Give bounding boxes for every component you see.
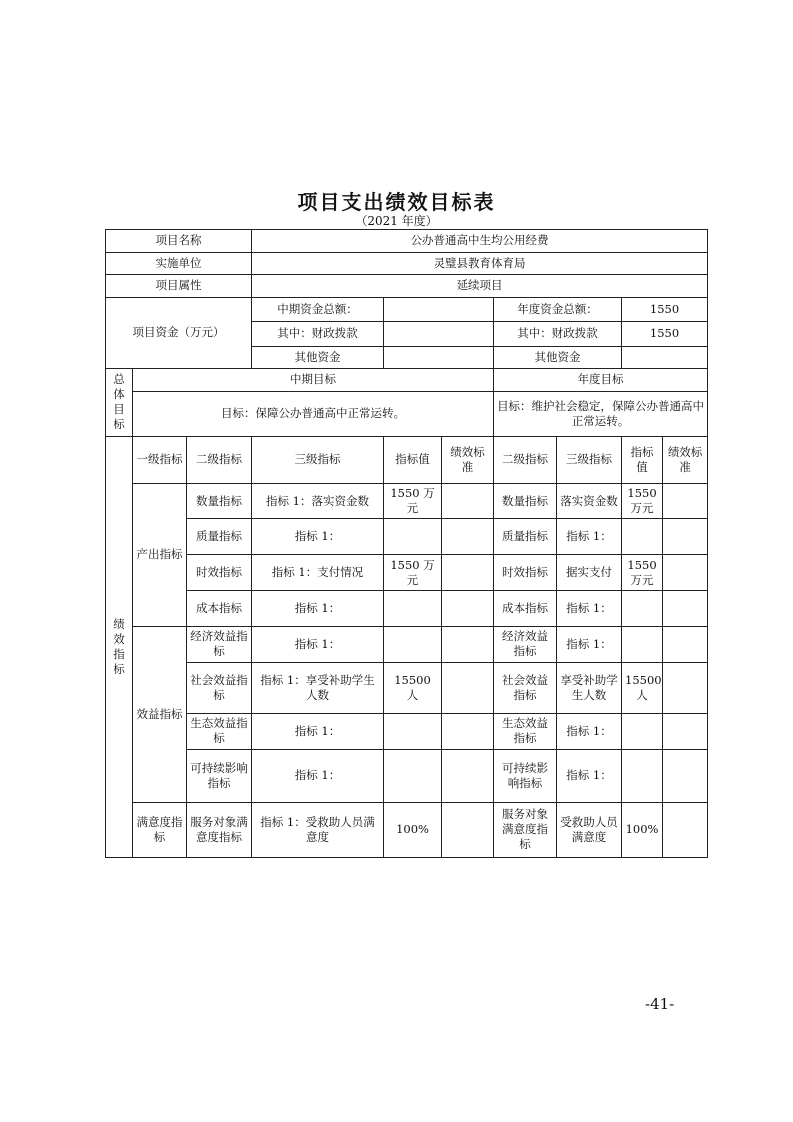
level3-cell: 指标 1： bbox=[252, 519, 384, 555]
level2-cell: 社会效益指标 bbox=[187, 662, 252, 713]
funds-label: 项目资金（万元） bbox=[106, 297, 252, 369]
year-level3-cell: 落实资金数 bbox=[557, 483, 622, 519]
table-row bbox=[106, 713, 708, 749]
level3-cell: 指标 1： bbox=[252, 749, 384, 802]
level2-cell: 质量指标 bbox=[187, 519, 252, 555]
standard-cell bbox=[442, 519, 494, 555]
year-standard-cell bbox=[663, 749, 708, 802]
level3-cell: 指标 1： bbox=[252, 591, 384, 627]
year-total-label: 年度资金总额： bbox=[494, 297, 622, 322]
year-level3-cell: 指标 1： bbox=[557, 519, 622, 555]
table-row bbox=[106, 591, 708, 627]
value-cell: 15500 人 bbox=[384, 662, 442, 713]
year-standard-cell bbox=[663, 483, 708, 519]
standard-cell bbox=[442, 749, 494, 802]
header-level1: 一级指标 bbox=[133, 436, 187, 483]
header-year-level2: 二级指标 bbox=[494, 436, 557, 483]
header-year-standard: 绩效标准 bbox=[663, 436, 708, 483]
year-standard-cell bbox=[663, 626, 708, 662]
year-level2-cell: 成本指标 bbox=[494, 591, 557, 627]
level2-cell: 可持续影响指标 bbox=[187, 749, 252, 802]
year-level2-cell: 时效指标 bbox=[494, 555, 557, 591]
level2-cell: 数量指标 bbox=[187, 483, 252, 519]
mid-goal-text: 目标：保障公办普通高中正常运转。 bbox=[133, 391, 494, 436]
year-level3-cell: 指标 1： bbox=[557, 626, 622, 662]
year-standard-cell bbox=[663, 555, 708, 591]
table-row bbox=[106, 802, 708, 857]
level3-cell: 指标 1： bbox=[252, 626, 384, 662]
year-level3-cell: 指标 1： bbox=[557, 713, 622, 749]
header-value: 指标值 bbox=[384, 436, 442, 483]
standard-cell bbox=[442, 591, 494, 627]
standard-cell bbox=[442, 802, 494, 857]
year-level3-cell: 指标 1： bbox=[557, 591, 622, 627]
table-row bbox=[106, 483, 708, 519]
performance-target-table bbox=[105, 229, 708, 858]
year-value-cell: 1550 万元 bbox=[622, 555, 663, 591]
year-level2-cell: 质量指标 bbox=[494, 519, 557, 555]
project-name-value: 公办普通高中生均公用经费 bbox=[252, 230, 708, 253]
year-value-cell bbox=[622, 713, 663, 749]
year-value-cell: 100% bbox=[622, 802, 663, 857]
standard-cell bbox=[442, 555, 494, 591]
group-output-label: 产出指标 bbox=[133, 483, 187, 626]
level2-cell: 服务对象满意度指标 bbox=[187, 802, 252, 857]
year-goal-text: 目标：维护社会稳定，保障公办普通高中正常运转。 bbox=[494, 391, 708, 436]
mid-fiscal-value bbox=[384, 322, 494, 347]
overall-goal-label: 总体目标 bbox=[106, 369, 133, 437]
year-other-label: 其他资金 bbox=[494, 346, 622, 369]
level3-cell: 指标 1：受救助人员满意度 bbox=[252, 802, 384, 857]
mid-other-value bbox=[384, 346, 494, 369]
standard-cell bbox=[442, 626, 494, 662]
row-indicator-headers bbox=[106, 436, 708, 483]
header-year-value: 指标值 bbox=[622, 436, 663, 483]
value-cell bbox=[384, 519, 442, 555]
level2-cell: 经济效益指标 bbox=[187, 626, 252, 662]
year-level2-cell: 经济效益指标 bbox=[494, 626, 557, 662]
attribute-value: 延续项目 bbox=[252, 275, 708, 298]
year-standard-cell bbox=[663, 591, 708, 627]
year-standard-cell bbox=[663, 713, 708, 749]
mid-fiscal-label: 其中：财政拨款 bbox=[252, 322, 384, 347]
year-value-cell bbox=[622, 626, 663, 662]
year-level3-cell: 受救助人员满意度 bbox=[557, 802, 622, 857]
year-value-cell: 1550 万元 bbox=[622, 483, 663, 519]
year-level2-cell: 数量指标 bbox=[494, 483, 557, 519]
header-level2: 二级指标 bbox=[187, 436, 252, 483]
year-level2-cell: 社会效益指标 bbox=[494, 662, 557, 713]
page-title: 项目支出绩效目标表 bbox=[297, 190, 496, 214]
standard-cell bbox=[442, 483, 494, 519]
header-level3: 三级指标 bbox=[252, 436, 384, 483]
year-fiscal-value: 1550 bbox=[622, 322, 708, 347]
value-cell: 100% bbox=[384, 802, 442, 857]
year-other-value bbox=[622, 346, 708, 369]
row-attribute bbox=[106, 275, 708, 298]
year-goal-header: 年度目标 bbox=[494, 369, 708, 392]
value-cell bbox=[384, 713, 442, 749]
year-standard-cell bbox=[663, 662, 708, 713]
year-total-value: 1550 bbox=[622, 297, 708, 322]
table-row bbox=[106, 662, 708, 713]
year-value-cell bbox=[622, 591, 663, 627]
value-cell bbox=[384, 626, 442, 662]
row-unit bbox=[106, 252, 708, 275]
year-level3-cell: 享受补助学生人数 bbox=[557, 662, 622, 713]
standard-cell bbox=[442, 713, 494, 749]
year-standard-cell bbox=[663, 519, 708, 555]
value-cell: 1550 万元 bbox=[384, 483, 442, 519]
attribute-label: 项目属性 bbox=[106, 275, 252, 298]
value-cell bbox=[384, 749, 442, 802]
group-benefit-label: 效益指标 bbox=[133, 626, 187, 802]
level2-cell: 成本指标 bbox=[187, 591, 252, 627]
year-standard-cell bbox=[663, 802, 708, 857]
value-cell bbox=[384, 591, 442, 627]
project-name-label: 项目名称 bbox=[106, 230, 252, 253]
table-row bbox=[106, 555, 708, 591]
row-overall-header bbox=[106, 369, 708, 392]
header-standard: 绩效标准 bbox=[442, 436, 494, 483]
year-level3-cell: 据实支付 bbox=[557, 555, 622, 591]
mid-total-value bbox=[384, 297, 494, 322]
year-level2-cell: 可持续影响指标 bbox=[494, 749, 557, 802]
level3-cell: 指标 1：支付情况 bbox=[252, 555, 384, 591]
indicator-section-label: 绩效指标 bbox=[106, 436, 133, 857]
mid-other-label: 其他资金 bbox=[252, 346, 384, 369]
level3-cell: 指标 1：落实资金数 bbox=[252, 483, 384, 519]
mid-total-label: 中期资金总额： bbox=[252, 297, 384, 322]
unit-value: 灵璧县教育体育局 bbox=[252, 252, 708, 275]
year-level2-cell: 服务对象满意度指标 bbox=[494, 802, 557, 857]
level3-cell: 指标 1： bbox=[252, 713, 384, 749]
row-overall-text bbox=[106, 391, 708, 436]
row-project-name bbox=[106, 230, 708, 253]
mid-goal-header: 中期目标 bbox=[133, 369, 494, 392]
year-level3-cell: 指标 1： bbox=[557, 749, 622, 802]
year-value-cell bbox=[622, 519, 663, 555]
standard-cell bbox=[442, 662, 494, 713]
year-level2-cell: 生态效益指标 bbox=[494, 713, 557, 749]
value-cell: 1550 万元 bbox=[384, 555, 442, 591]
unit-label: 实施单位 bbox=[106, 252, 252, 275]
year-fiscal-label: 其中：财政拨款 bbox=[494, 322, 622, 347]
page-subtitle: （2021 年度） bbox=[355, 214, 438, 228]
group-satisfaction-label: 满意度指标 bbox=[133, 802, 187, 857]
header-year-level3: 三级指标 bbox=[557, 436, 622, 483]
year-value-cell: 15500 人 bbox=[622, 662, 663, 713]
level2-cell: 时效指标 bbox=[187, 555, 252, 591]
year-value-cell bbox=[622, 749, 663, 802]
table-row bbox=[106, 626, 708, 662]
row-funds-total bbox=[106, 297, 708, 322]
table-row bbox=[106, 749, 708, 802]
page-number: -41- bbox=[645, 995, 675, 1013]
level3-cell: 指标 1：享受补助学生人数 bbox=[252, 662, 384, 713]
table-row bbox=[106, 519, 708, 555]
level2-cell: 生态效益指标 bbox=[187, 713, 252, 749]
